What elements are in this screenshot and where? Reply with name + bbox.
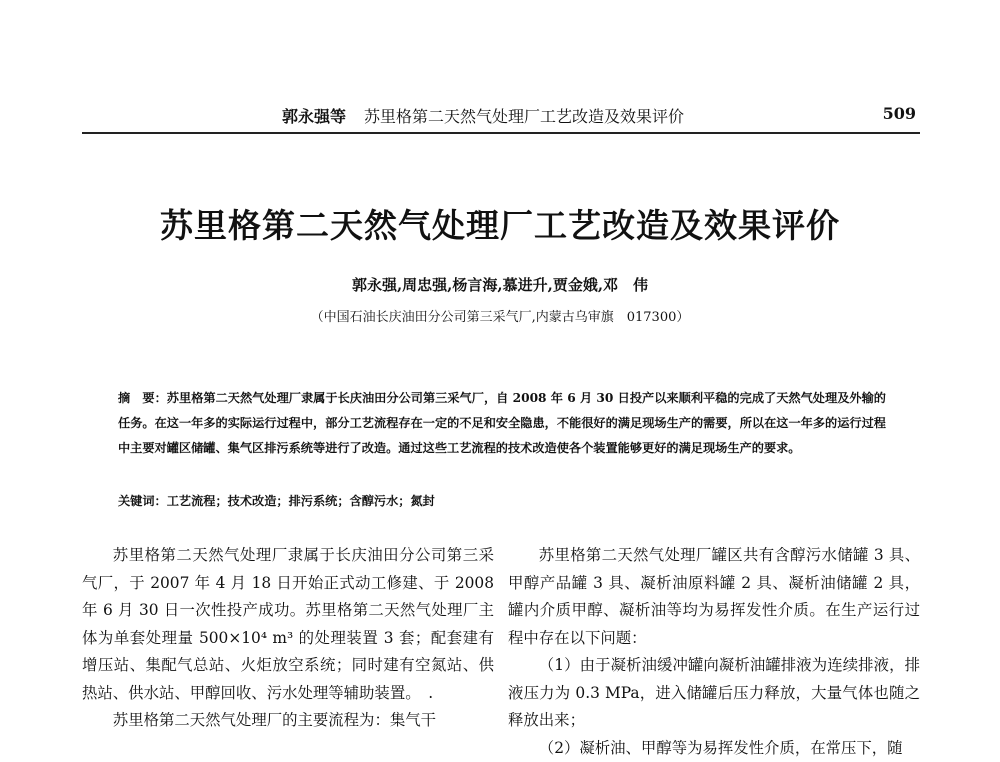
paragraph: 苏里格第二天然气处理厂罐区共有含醇污水储罐 3 具、甲醇产品罐 3 具、凝析油原料罐 2 具、凝析油储罐 2 具，罐内介质甲醇、凝析油等均为易挥发性介质。在生产运行过程中存在以下问题： xyxy=(508,542,920,652)
paragraph: 苏里格第二天然气处理厂隶属于长庆油田分公司第三采气厂，于 2007 年 4 月 18 日开始正式动工修建、于 2008 年 6 月 30 日一次性投产成功。苏里格第二天然气处理厂主体为单套处理量 500×10⁴ m³ 的处理装置 3 套；配套建有增压站、集配气总站、火炬放空系统；同时建有空氮站、供热站、供水站、甲醇回收、污水处理等辅助装置。 . xyxy=(82,542,494,707)
keywords xyxy=(118,492,886,509)
running-article-title: 苏里格第二天然气处理厂工艺改造及效果评价 xyxy=(364,107,684,126)
page-number: 509 xyxy=(883,104,916,123)
running-authors: 郭永强等 xyxy=(282,107,346,126)
author-list: 郭永强,周忠强,杨言海,慕进升,贾金娥,邓 伟 xyxy=(0,274,1000,295)
affiliation: （中国石油长庆油田分公司第三采气厂,内蒙古乌审旗 017300） xyxy=(0,306,1000,325)
abstract-text: 苏里格第二天然气处理厂隶属于长庆油田分公司第三采气厂，自 2008 年 6 月 30 日投产以来顺利平稳的完成了天然气处理及外输的任务。在这一年多的实际运行过程中，部分工艺流程存在一定的不足和安全隐患，不能很好的满足现场生产的需要，所以在这一年多的运行过程中主要对罐区储罐、集气区排污系统等进行了改造。通过这些工艺流程的技术改造使各个装置能够更好的满足现场生产的要求。 xyxy=(118,391,886,455)
body-column-left xyxy=(82,542,494,735)
paragraph: （1）由于凝析油缓冲罐向凝析油罐排液为连续排液，排液压力为 0.3 MPa，进入储罐后压力释放，大量气体也随之释放出来； xyxy=(508,652,920,735)
keywords-label: 关键词： xyxy=(118,494,167,508)
abstract-label: 摘 要： xyxy=(118,391,167,405)
paragraph: （2）凝析油、甲醇等为易挥发性介质，在常压下，随 xyxy=(508,735,920,762)
keywords-text: 工艺流程；技术改造；排污系统；含醇污水；氮封 xyxy=(167,494,435,508)
body-column-right xyxy=(508,542,920,762)
running-header xyxy=(82,104,920,134)
article-title: 苏里格第二天然气处理厂工艺改造及效果评价 xyxy=(0,200,1000,247)
paragraph: 苏里格第二天然气处理厂的主要流程为：集气干 xyxy=(82,707,494,735)
abstract xyxy=(118,386,886,461)
running-title xyxy=(282,104,684,127)
